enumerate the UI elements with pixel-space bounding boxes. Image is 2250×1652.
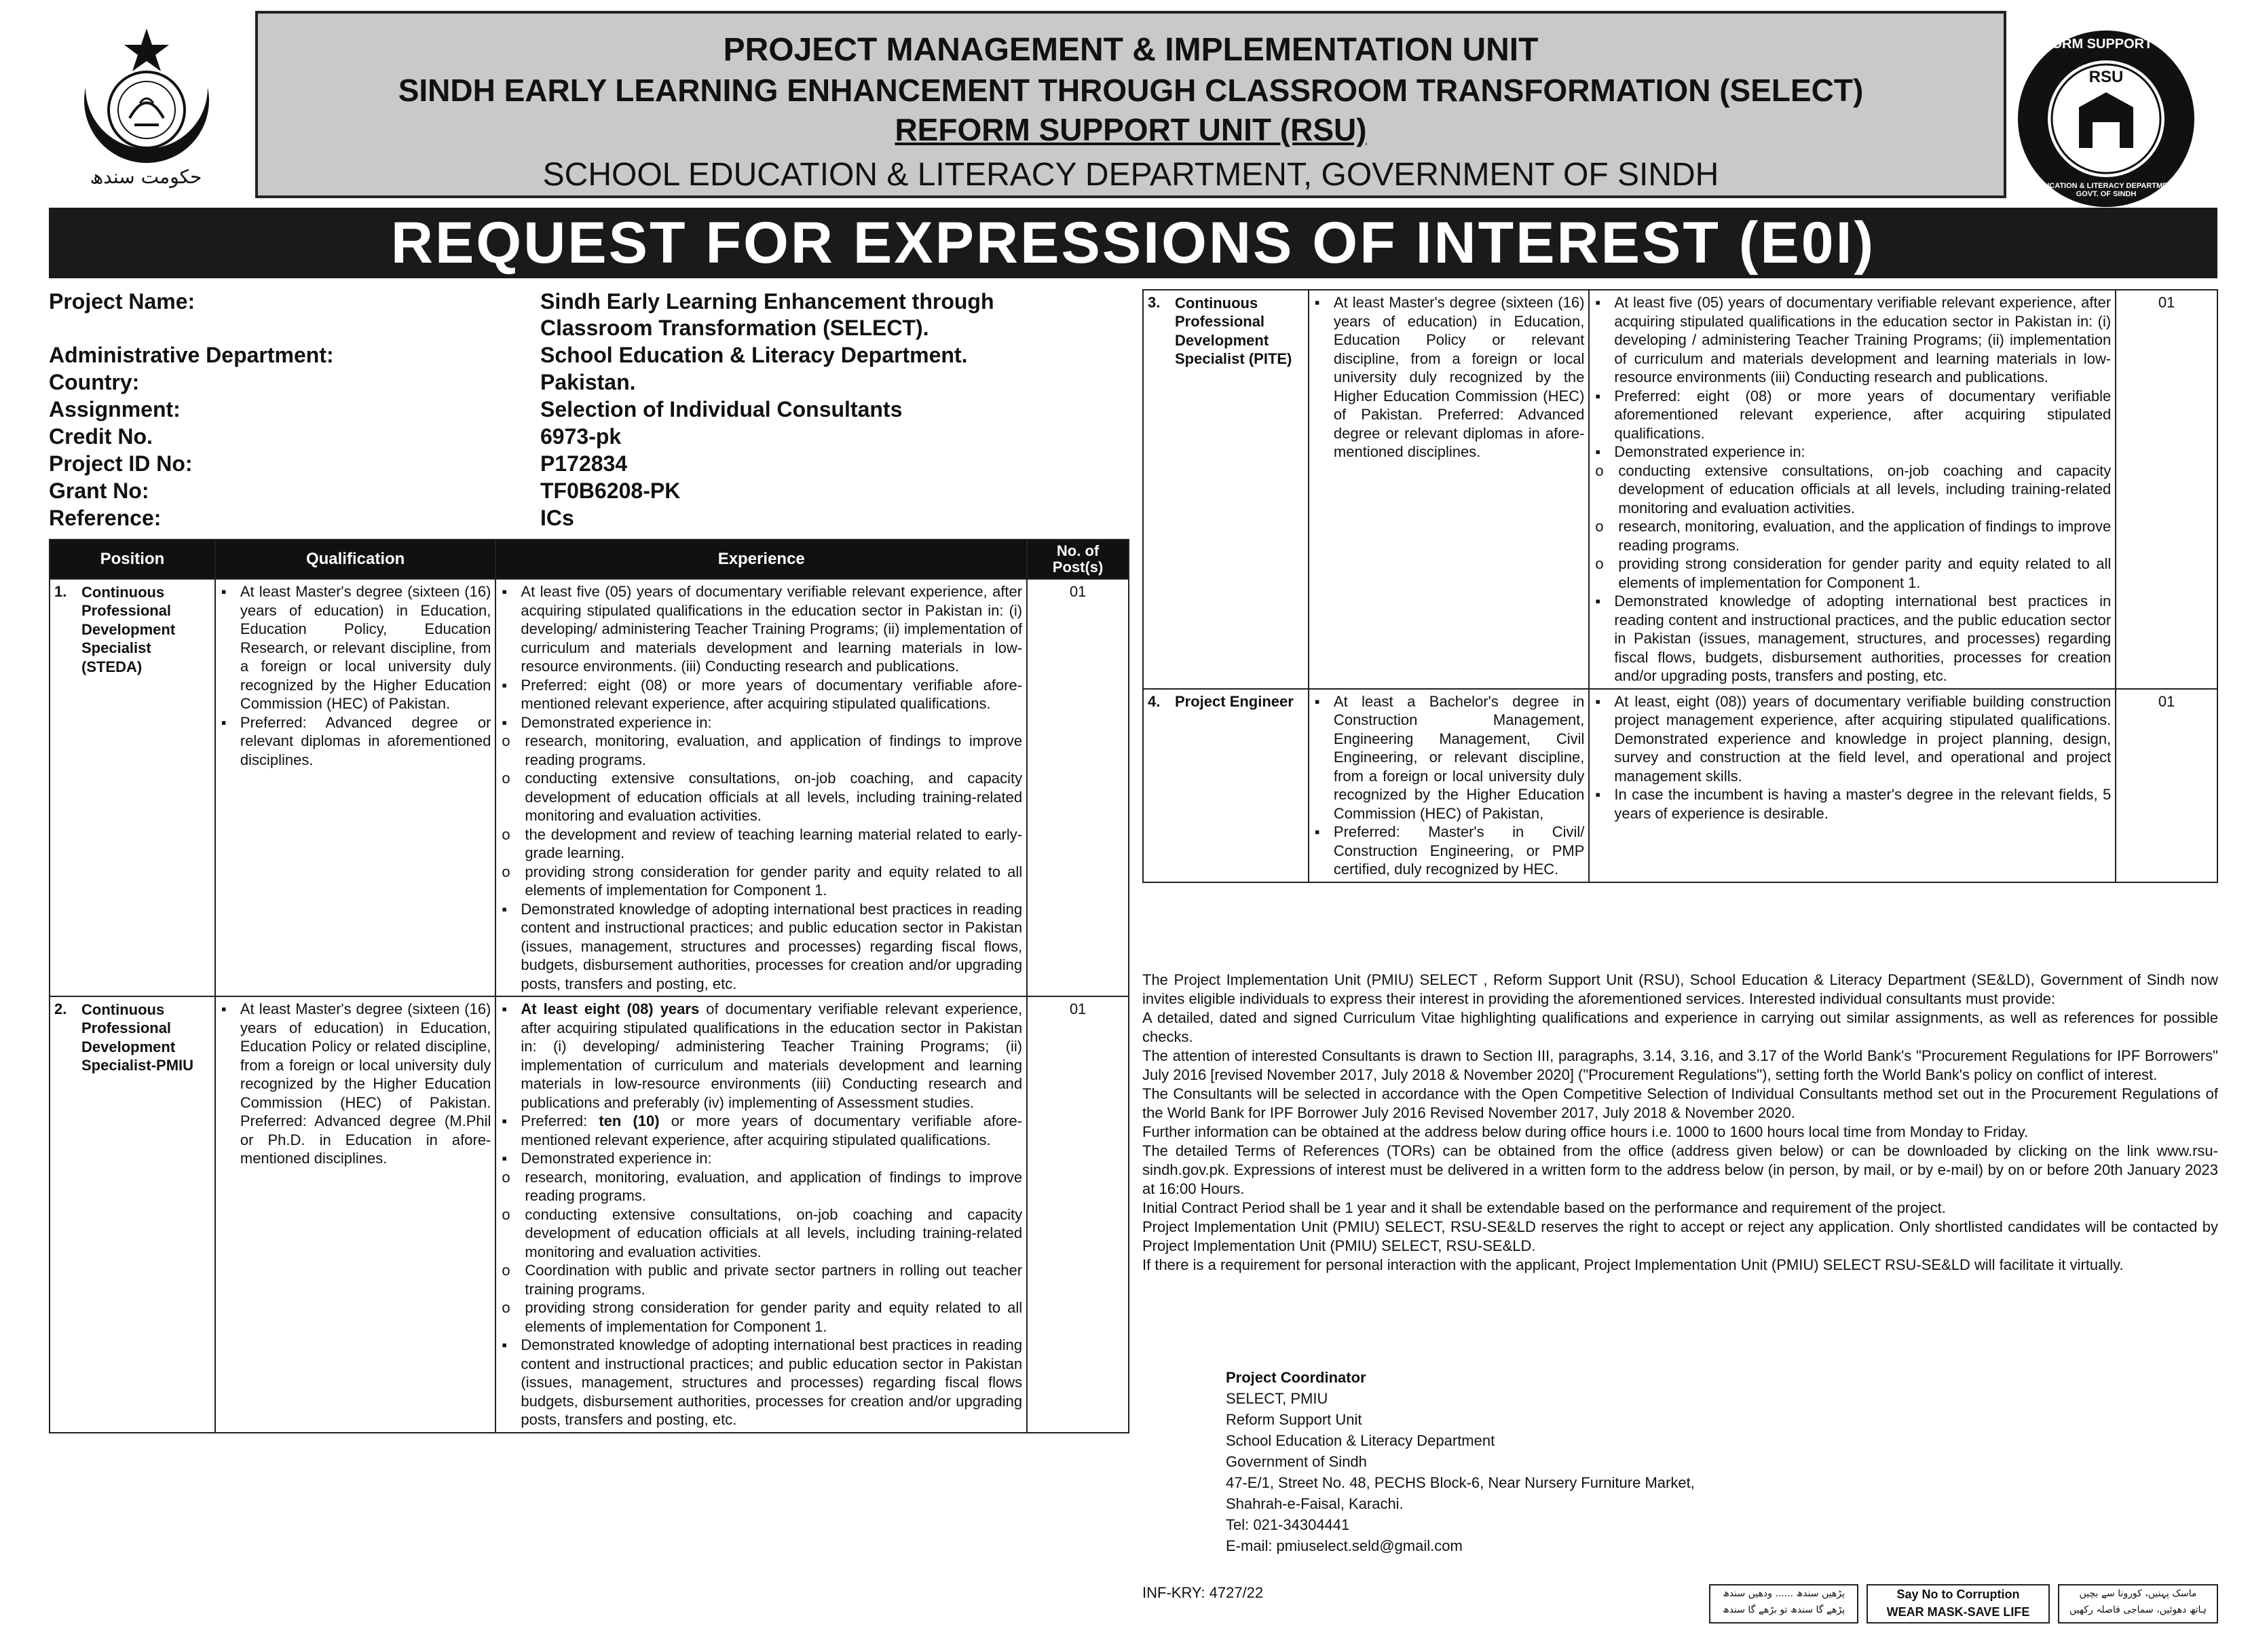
- info-value: Selection of Individual Consultants: [540, 397, 903, 421]
- experience-item: ▪ Demonstrated knowledge of adopting international best practices in reading content and instructional practices; and public education sector in Pakistan (issues, management, structures and processes) regarding fiscal flows, budgets, disbursement authorities, processes for creation and/or upgrading posts, transfers and posting, etc.: [521, 900, 1022, 994]
- qualification-item: ▪ At least Master's degree (sixteen (16) years of education) in Education, Education Policy or relevant discipline, from a foreign or local university duly recognized by the Higher Education Commission (HEC) of Pakistan. Preferred: Advanced degree or relevant diplomas in afore-mentioned disciplines.: [1334, 293, 1585, 462]
- posts-cell: 01: [1027, 996, 1129, 1433]
- position-number: 2.: [54, 1000, 67, 1017]
- position-title: Project Engineer: [1175, 693, 1294, 710]
- rsu-logo-bottom-text: EDUCATION & LITERACY DEPARTMENT, GOVT. OF SINDH: [2033, 182, 2179, 198]
- table-row: [50, 996, 1129, 1433]
- info-value: Classroom Transformation (SELECT).: [540, 316, 929, 340]
- posts-cell: 01: [2116, 290, 2217, 689]
- col-posts: No. of Post(s): [1027, 540, 1129, 579]
- experience-item: [521, 713, 1022, 900]
- experience-bold: At least eight (08) years: [521, 1000, 700, 1017]
- qualification-cell: [215, 996, 496, 1433]
- inf-number: INF-KRY: 4727/22: [1142, 1584, 1264, 1601]
- info-label: Country:: [49, 370, 140, 394]
- position-title: Continuous Professional Development Specialist (STEDA): [81, 583, 176, 675]
- info-value: Sindh Early Learning Enhancement through: [540, 289, 994, 314]
- body-paragraph: The attention of interested Consultants is drawn to Section III, paragraphs, 3.14, 3.16, and 3.17 of the World Bank's "Procurement Regulations for IPF Borrowers" July 2016 [revised November 2017, July 2018 & November 2020] ("Procurement Regulations"), setting forth the World Bank's policy on conflict of interest.: [1142, 1047, 2218, 1083]
- experience-text: or more years of documentary verifiable afore-mentioned relevant experience, after acquiring stipulated qualifications.: [521, 1112, 1023, 1148]
- mask-line: WEAR MASK-SAVE LIFE: [1886, 1605, 2030, 1619]
- posts-cell: 01: [2116, 689, 2217, 882]
- coordinator-title: Project Coordinator: [1226, 1369, 1366, 1386]
- qualification-item: ▪ At least Master's degree (sixteen (16) years of education) in Education, Education Policy or related discipline, from a foreign or local university duly recognized by the Higher Education Commission (HEC) of Pakistan. Preferred: Advanced degree (M.Phil or Ph.D. in Education in afore-mentioned disciplines.: [240, 1000, 491, 1168]
- experience-demo-label: Demonstrated experience in:: [521, 713, 712, 731]
- experience-item: ▪ At least, eight (08)) years of documentary verifiable building construction project management experience, after acquiring stipulated qualifications. Demonstrated experience and knowledge in project planning, design, survey and construction at the field level, and operational and project management skills.: [1614, 692, 2111, 786]
- corruption-box: [1867, 1584, 2050, 1623]
- experience-cell: [495, 579, 1027, 996]
- address-line: Shahrah-e-Faisal, Karachi.: [1226, 1495, 1404, 1512]
- experience-item: [521, 1112, 1022, 1149]
- qualification-cell: [215, 579, 496, 996]
- eoi-banner: REQUEST FOR EXPRESSIONS OF INTEREST (E0I): [49, 208, 2217, 278]
- experience-item: ▪ At least five (05) years of documentary verifiable relevant experience, after acquiring stipulated qualifications in the education sector in Pakistan in: (i) developing / administering Teacher Training Programs; (ii) implementation of curriculum and materials development and learning materials in low-resource environments (iii) Conducting research and publications.: [1614, 293, 2111, 387]
- col-qualification: Qualification: [215, 540, 496, 579]
- experience-item: ▪ Demonstrated knowledge of adopting international best practices in reading content and instructional practices, and the public education sector in Pakistan (issues, management, structures, and processes) regarding fiscal flows, budgets, disbursement authorities, processes for creation and/or upgrading posts, transfers and posting, etc.: [1614, 592, 2111, 686]
- experience-demo-label: Demonstrated experience in:: [521, 1150, 712, 1167]
- position-number: 1.: [54, 583, 67, 600]
- address-line: 47-E/1, Street No. 48, PECHS Block-6, Near Nursery Furniture Market,: [1226, 1474, 1695, 1491]
- experience-subitem: o conducting extensive consultations, on-job coaching, and capacity development of education officials at all levels, including training-related monitoring and evaluation activities.: [525, 769, 1022, 825]
- slogan-line: پڑھیں سندھ ...... ودھیں سندھ: [1723, 1588, 1845, 1599]
- positions-table-left: [49, 539, 1129, 1433]
- qualification-item: ▪ Preferred: Advanced degree or relevant diplomas in aforementioned disciplines.: [240, 713, 491, 770]
- body-paragraph: The detailed Terms of References (TORs) can be obtained from the office (address given below) or can be downloaded by clicking on the link www.rsu-sindh.gov.pk. Expressions of interest must be delivered in a written form to the address below (in person, by mail, or by e-mail) by on or before 20th January 2023 at 16:00 Hours.: [1142, 1142, 2218, 1197]
- experience-item: ▪ Preferred: eight (08) or more years of documentary verifiable aforementioned relevant experience, after acquiring stipulated qualifications.: [1614, 387, 2111, 443]
- sindh-slogan-box: [1709, 1584, 1858, 1623]
- experience-subitem: o providing strong consideration for gender parity and equity related to all elements of implementation for Component 1.: [525, 863, 1022, 900]
- info-label: Grant No:: [49, 478, 149, 503]
- posts-cell: 01: [1027, 579, 1129, 996]
- position-cell: [1143, 290, 1309, 689]
- header-title-pmiu: PROJECT MANAGEMENT & IMPLEMENTATION UNIT: [723, 32, 1539, 68]
- body-paragraph: Project Implementation Unit (PMIU) SELECT, RSU-SE&LD reserves the right to accept or reject any application. Only shortlisted candidates will be contacted by Project Implementation Unit (PMIU) SELECT, RSU-SE&LD.: [1142, 1218, 2218, 1254]
- table-header-row: [50, 540, 1129, 579]
- urdu-line: ہاتھ دھوئیں، سماجی فاصلہ رکھیں: [2069, 1604, 2207, 1615]
- position-cell: [50, 579, 215, 996]
- experience-subitem: o research, monitoring, evaluation, and application of findings to improve reading programs.: [525, 732, 1022, 769]
- info-value: Pakistan.: [540, 370, 636, 394]
- slogan-line: پڑھے گا سندھ تو بڑھے گا سندھ: [1722, 1604, 1845, 1615]
- body-paragraph: The Consultants will be selected in accordance with the Open Competitive Selection of Individual Consultants method set out in the Procurement Regulations of the World Bank for IPF Borrower July 2016 Revised November 2017, July 2018 & November 2020.: [1142, 1085, 2218, 1121]
- experience-bold: ten (10): [599, 1112, 660, 1129]
- address-line: School Education & Literacy Department: [1226, 1432, 1495, 1449]
- experience-text: of documentary verifiable relevant experience, after acquiring stipulated qualifications in the education sector in Pakistan in: (i) developing/ administering Teacher Training Programs; (ii) implementation of curriculum and materials development and learning materials in low-resource environments (iii) Conducting research and publications and preferably (iv) implementing of Assessment studies.: [521, 1000, 1023, 1111]
- header-title-rsu: REFORM SUPPORT UNIT (RSU): [895, 112, 1367, 147]
- info-label: Administrative Department:: [49, 343, 334, 367]
- position-title: Continuous Professional Development Specialist (PITE): [1175, 294, 1292, 367]
- header-department: SCHOOL EDUCATION & LITERACY DEPARTMENT, GOVERNMENT OF SINDH: [542, 157, 1719, 193]
- experience-demo-label: Demonstrated experience in:: [1614, 443, 1805, 460]
- position-cell: [50, 996, 215, 1433]
- col-position: Position: [50, 540, 215, 579]
- experience-item: [1614, 443, 2111, 592]
- position-cell: [1143, 689, 1309, 882]
- info-value: ICs: [540, 506, 574, 530]
- rsu-logo: [2014, 27, 2198, 210]
- header-title-select: SINDH EARLY LEARNING ENHANCEMENT THROUGH CLASSROOM TRANSFORMATION (SELECT): [398, 73, 1864, 108]
- body-paragraph: A detailed, dated and signed Curriculum Vitae highlighting qualifications and experience in carrying out similar assignments, as well as references for possible checks.: [1142, 1009, 2218, 1045]
- experience-cell: [495, 996, 1027, 1433]
- coordinator-address: [1226, 1367, 1695, 1556]
- qualification-item: ▪ At least Master's degree (sixteen (16) years of education) in Education, Education Policy, Education Research, or relevant discipline, from a foreign or local university duly recognized by the Higher Education Commission (HEC) of Pakistan.: [240, 582, 491, 713]
- experience-item: ▪ At least five (05) years of documentary verifiable relevant experience, after acquiring stipulated qualifications in the education sector in Pakistan in: (i) developing/ administering Teacher Training Programs; (ii) implementation of curriculum and materials development and learning materials in low-resource environments. (iii) Conducting research and publications.: [521, 582, 1022, 676]
- experience-cell: [1589, 689, 2116, 882]
- info-label: Reference:: [49, 506, 162, 530]
- experience-item: ▪ Preferred: eight (08) or more years of documentary verifiable afore-mentioned relevant experience, after acquiring stipulated qualifications.: [521, 676, 1022, 713]
- qualification-item: ▪ Preferred: Master's in Civil/ Construction Engineering, or PMP certified, duly recognized by HEC.: [1334, 823, 1585, 879]
- mask-urdu-box: [2058, 1584, 2218, 1623]
- experience-subitem: o conducting extensive consultations, on-job coaching and capacity development of education officials at all levels, including training-related monitoring and evaluation activities.: [525, 1205, 1022, 1262]
- rsu-logo-top-text: REFORM SUPPORT UNIT: [2024, 37, 2188, 52]
- experience-cell: [1589, 290, 2116, 689]
- rsu-logo-center-text: RSU: [2088, 68, 2124, 86]
- experience-item: [521, 1149, 1022, 1336]
- qualification-item: ▪ At least a Bachelor's degree in Construction Management, Engineering Management, Civil Engineering, or relevant discipline, from a foreign or local university duly recognized by the Higher Education Commission (HEC) of Pakistan,: [1334, 692, 1585, 823]
- experience-subitem: o providing strong consideration for gender parity and equity related to all elements of implementation for Component 1.: [1618, 555, 2111, 592]
- urdu-line: ماسک پہنیں، کورونا سے بچیں: [2079, 1588, 2197, 1599]
- header-box: [255, 11, 2006, 198]
- experience-item: [521, 1000, 1022, 1112]
- experience-subitem: o conducting extensive consultations, on-job coaching and capacity development of education officials at all levels, including training-related monitoring and evaluation activities.: [1618, 462, 2111, 518]
- experience-subitem: o providing strong consideration for gender parity and equity related to all elements of implementation for Component 1.: [525, 1298, 1022, 1336]
- info-label: Project ID No:: [49, 451, 193, 476]
- email-line: E-mail: pmiuselect.seld@gmail.com: [1226, 1537, 1463, 1554]
- info-label: Credit No.: [49, 424, 153, 449]
- body-paragraph: Initial Contract Period shall be 1 year and it shall be extendable based on the performance and requirement of the project.: [1142, 1199, 1946, 1216]
- table-row: [1143, 290, 2217, 689]
- experience-text: Preferred:: [521, 1112, 599, 1129]
- experience-subitem: o research, monitoring, evaluation, and application of findings to improve reading programs.: [525, 1168, 1022, 1205]
- experience-subitem: o Coordination with public and private sector partners in rolling out teacher training programs.: [525, 1261, 1022, 1298]
- info-label: Assignment:: [49, 397, 181, 421]
- address-line: Reform Support Unit: [1226, 1411, 1362, 1428]
- info-value: TF0B6208-PK: [540, 478, 681, 503]
- info-value: P172834: [540, 451, 628, 476]
- positions-table-right: [1142, 289, 2218, 883]
- body-paragraph: The Project Implementation Unit (PMIU) SELECT , Reform Support Unit (RSU), School Education & Literacy Department (SE&LD), Government of Sindh now invites eligible individuals to express their interest in providing the aforementioned services. Interested individual consultants must provide:: [1142, 971, 2218, 1007]
- info-value: 6973-pk: [540, 424, 622, 449]
- qualification-cell: [1309, 290, 1590, 689]
- experience-subitem: o research, monitoring, evaluation, and the application of findings to improve reading programs.: [1618, 517, 2111, 555]
- table-row: [50, 579, 1129, 996]
- eoi-body-text: [1142, 971, 2218, 1275]
- experience-item: ▪ Demonstrated knowledge of adopting international best practices in reading content and instructional practices; and public education sector in Pakistan (issues, management, structures and processes) regarding fiscal flows budgets, disbursement authorities, processes for creation and/or upgrading posts, transfers and posting, etc.: [521, 1336, 1022, 1429]
- col-experience: Experience: [495, 540, 1027, 579]
- body-paragraph: Further information can be obtained at the address below during office hours i.e. 1000 to 1600 hours local time from Monday to Friday.: [1142, 1123, 2029, 1140]
- corruption-line: Say No to Corruption: [1896, 1588, 2020, 1601]
- body-paragraph: If there is a requirement for personal interaction with the applicant, Project Implementation Unit (PMIU) SELECT RSU-SE&LD will facilitate it virtually.: [1142, 1256, 2124, 1273]
- address-line: Tel: 021-34304441: [1226, 1516, 1350, 1533]
- address-line: SELECT, PMIU: [1226, 1390, 1328, 1407]
- experience-item: ▪ In case the incumbent is having a master's degree in the relevant fields, 5 years of experience is desirable.: [1614, 785, 2111, 823]
- experience-subitem: o the development and review of teaching learning material related to early-grade learning.: [525, 825, 1022, 863]
- qualification-cell: [1309, 689, 1590, 882]
- address-line: Government of Sindh: [1226, 1453, 1367, 1470]
- sindh-logo-caption: حکومت سندھ: [90, 166, 202, 188]
- position-number: 4.: [1148, 692, 1161, 710]
- info-value: School Education & Literacy Department.: [540, 343, 968, 367]
- info-label: Project Name:: [49, 289, 195, 314]
- table-row: [1143, 689, 2217, 882]
- position-number: 3.: [1148, 294, 1161, 311]
- position-title: Continuous Professional Development Specialist-PMIU: [81, 1000, 194, 1074]
